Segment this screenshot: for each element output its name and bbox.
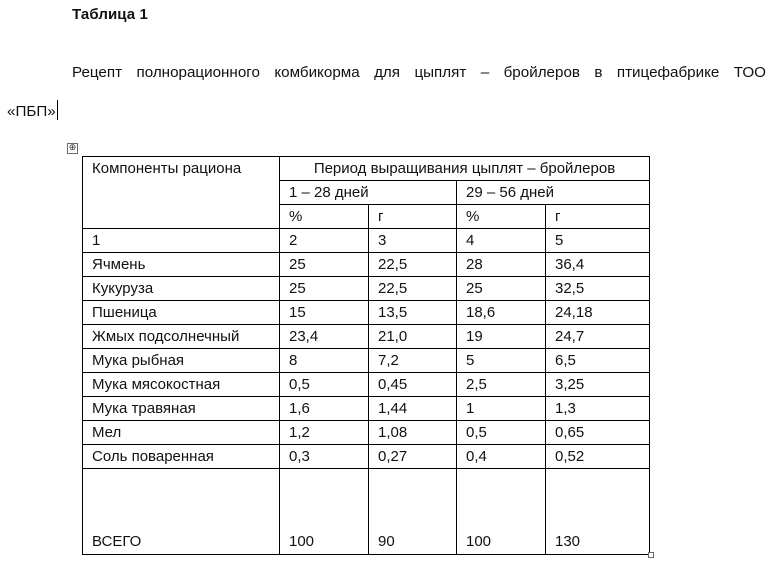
table-row bbox=[83, 349, 650, 373]
header-pct-2: % bbox=[457, 205, 546, 229]
table-row bbox=[83, 421, 650, 445]
row-value: 25 bbox=[280, 277, 369, 301]
column-number: 5 bbox=[546, 229, 650, 253]
row-value: 28 bbox=[457, 253, 546, 277]
row-value: 0,3 bbox=[280, 445, 369, 469]
table-row bbox=[83, 373, 650, 397]
row-value: 2,5 bbox=[457, 373, 546, 397]
row-value: 0,5 bbox=[280, 373, 369, 397]
table-resize-handle[interactable] bbox=[648, 552, 654, 558]
header-components: Компоненты рациона bbox=[83, 157, 280, 229]
table-row bbox=[83, 277, 650, 301]
row-name: Пшеница bbox=[83, 301, 280, 325]
header-period-1: 1 – 28 дней bbox=[280, 181, 457, 205]
row-name: Мука рыбная bbox=[83, 349, 280, 373]
column-number: 2 bbox=[280, 229, 369, 253]
table-label: Таблица 1 bbox=[72, 6, 148, 23]
recipe-table bbox=[82, 156, 650, 555]
total-value: 100 bbox=[280, 469, 369, 555]
paragraph-line-2-text: «ПБП» bbox=[7, 103, 56, 120]
row-value: 0,65 bbox=[546, 421, 650, 445]
header-g-2: г bbox=[546, 205, 650, 229]
row-value: 1,3 bbox=[546, 397, 650, 421]
row-value: 23,4 bbox=[280, 325, 369, 349]
recipe-table-body bbox=[83, 157, 650, 555]
row-value: 22,5 bbox=[369, 277, 457, 301]
header-pct-1: % bbox=[280, 205, 369, 229]
row-value: 0,4 bbox=[457, 445, 546, 469]
row-name: Жмых подсолнечный bbox=[83, 325, 280, 349]
row-name: Ячмень bbox=[83, 253, 280, 277]
column-number: 4 bbox=[457, 229, 546, 253]
paragraph-line-2[interactable] bbox=[7, 100, 58, 120]
row-value: 1,44 bbox=[369, 397, 457, 421]
row-value: 1,2 bbox=[280, 421, 369, 445]
row-value: 24,7 bbox=[546, 325, 650, 349]
row-value: 22,5 bbox=[369, 253, 457, 277]
total-value: 100 bbox=[457, 469, 546, 555]
row-name: Мука мясокостная bbox=[83, 373, 280, 397]
column-number: 1 bbox=[83, 229, 280, 253]
row-value: 36,4 bbox=[546, 253, 650, 277]
row-value: 13,5 bbox=[369, 301, 457, 325]
total-label: ВСЕГО bbox=[83, 469, 280, 555]
row-value: 32,5 bbox=[546, 277, 650, 301]
row-value: 18,6 bbox=[457, 301, 546, 325]
row-name: Мел bbox=[83, 421, 280, 445]
row-name: Соль поваренная bbox=[83, 445, 280, 469]
row-value: 0,52 bbox=[546, 445, 650, 469]
column-number: 3 bbox=[369, 229, 457, 253]
row-value: 8 bbox=[280, 349, 369, 373]
header-period-2: 29 – 56 дней bbox=[457, 181, 650, 205]
row-value: 21,0 bbox=[369, 325, 457, 349]
column-number-row bbox=[83, 229, 650, 253]
table-row bbox=[83, 397, 650, 421]
paragraph-line-1: Рецепт полнорационного комбикорма для цыплят – бройлеров в птицефабрике ТОО bbox=[72, 64, 766, 81]
row-value: 15 bbox=[280, 301, 369, 325]
row-name: Мука травяная bbox=[83, 397, 280, 421]
row-value: 1,6 bbox=[280, 397, 369, 421]
row-value: 5 bbox=[457, 349, 546, 373]
header-row-1 bbox=[83, 157, 650, 181]
row-value: 7,2 bbox=[369, 349, 457, 373]
row-value: 1 bbox=[457, 397, 546, 421]
table-row bbox=[83, 325, 650, 349]
row-value: 0,27 bbox=[369, 445, 457, 469]
row-value: 0,5 bbox=[457, 421, 546, 445]
header-g-1: г bbox=[369, 205, 457, 229]
row-value: 19 bbox=[457, 325, 546, 349]
header-period: Период выращивания цыплят – бройлеров bbox=[280, 157, 650, 181]
total-value: 130 bbox=[546, 469, 650, 555]
table-move-handle-icon[interactable]: ⊕ bbox=[68, 143, 77, 153]
table-row bbox=[83, 253, 650, 277]
row-value: 25 bbox=[457, 277, 546, 301]
row-name: Кукуруза bbox=[83, 277, 280, 301]
total-value: 90 bbox=[369, 469, 457, 555]
row-value: 25 bbox=[280, 253, 369, 277]
row-value: 3,25 bbox=[546, 373, 650, 397]
table-row bbox=[83, 445, 650, 469]
text-cursor bbox=[57, 100, 58, 120]
row-value: 24,18 bbox=[546, 301, 650, 325]
row-value: 0,45 bbox=[369, 373, 457, 397]
row-value: 1,08 bbox=[369, 421, 457, 445]
table-row bbox=[83, 301, 650, 325]
row-value: 6,5 bbox=[546, 349, 650, 373]
total-row bbox=[83, 469, 650, 555]
